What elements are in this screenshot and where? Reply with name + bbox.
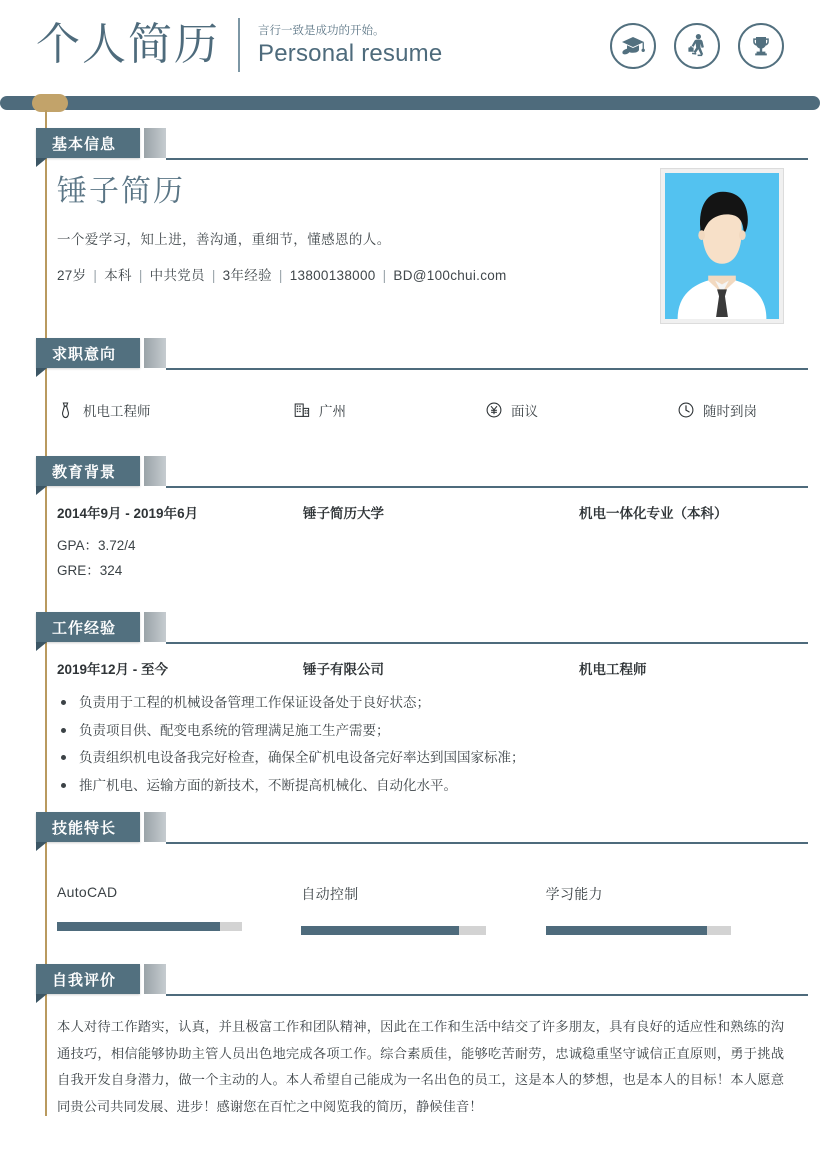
section-tab-label: 工作经验 xyxy=(52,619,117,637)
intent-item-availability xyxy=(677,400,757,420)
header-slogan: 言行一致是成功的开始。 xyxy=(258,24,385,37)
section-tab-work xyxy=(36,612,140,642)
necktie-icon xyxy=(57,402,74,419)
education-detail-line: GRE：324 xyxy=(57,562,123,578)
skill-progress-track xyxy=(546,926,731,935)
section-tab-chip xyxy=(144,456,166,486)
header-title-group xyxy=(36,18,442,72)
page-title-cn: 个人简历 xyxy=(36,20,220,69)
building-icon xyxy=(293,402,310,419)
section-work-experience xyxy=(0,612,820,812)
work-bullet-item: 负责组织机电设备我完好检查，确保全矿机电设备完好率达到国国家标准； xyxy=(57,744,790,772)
page-title-en: Personal resume xyxy=(258,39,443,67)
section-header-work xyxy=(0,612,820,644)
rule-segment-right xyxy=(60,96,820,110)
intent-text: 机电工程师 xyxy=(83,404,151,419)
section-tab-label: 求职意向 xyxy=(52,345,117,363)
skill-name: 学习能力 xyxy=(545,886,603,902)
skill-name: 自动控制 xyxy=(301,886,359,902)
skill-progress-fill xyxy=(301,926,458,935)
meta-separator: | xyxy=(382,268,387,283)
section-tab-intent xyxy=(36,338,140,368)
skill-item xyxy=(301,884,545,935)
meta-separator: | xyxy=(211,268,216,283)
meta-item: BD@100chui.com xyxy=(393,268,507,283)
trophy-icon xyxy=(738,23,784,69)
section-body-skills xyxy=(0,844,820,964)
section-body-summary xyxy=(0,996,820,1136)
section-self-evaluation xyxy=(0,964,820,1136)
section-body-intent xyxy=(0,370,820,466)
section-tab-chip xyxy=(144,128,166,158)
work-bullet-list xyxy=(57,689,790,800)
section-body-education xyxy=(0,488,820,608)
meta-separator: | xyxy=(93,268,98,283)
businessman-walking-icon xyxy=(674,23,720,69)
section-basic-info xyxy=(0,128,820,350)
section-tab-chip xyxy=(144,612,166,642)
self-evaluation-text: 本人对待工作踏实，认真，并且极富工作和团队精神，因此在工作和生活中结交了许多朋友，具有良好的适应性和熟练的沟通技巧，相信能够协助主管人员出色地完成各项工作。综合素质佳，能够吃苦耐劳，忠诚稳重坚守诚信正直原则，勇于挑战自我开发自身潜力，做一个主动的人。本人希望自己能成为一名出色的员工，这是本人的梦想，也是本人的目标！本人愿意同贵公司共同发展、进步！感谢您在百忙之中阅览我的简历，静候佳音！ xyxy=(57,1019,784,1114)
page-header xyxy=(0,0,820,92)
section-header-education xyxy=(0,456,820,488)
section-tab-education xyxy=(36,456,140,486)
header-rule-bar xyxy=(0,92,820,114)
skill-item xyxy=(546,884,790,935)
intent-item-salary xyxy=(485,400,677,420)
meta-separator: | xyxy=(278,268,283,283)
work-position: 机电工程师 xyxy=(579,662,647,677)
section-tab-basic xyxy=(36,128,140,158)
work-company: 锤子有限公司 xyxy=(303,662,384,677)
section-header-summary xyxy=(0,964,820,996)
meta-item: 本科 xyxy=(104,268,132,283)
header-icon-group xyxy=(610,23,784,69)
section-skills xyxy=(0,812,820,964)
education-detail-line: GPA：3.72/4 xyxy=(57,538,136,553)
section-tab-skills xyxy=(36,812,140,842)
intent-text: 面议 xyxy=(511,404,538,419)
section-tab-label: 自我评价 xyxy=(52,971,117,989)
meta-item: 13800138000 xyxy=(289,268,376,283)
section-tab-label: 教育背景 xyxy=(52,463,117,481)
work-bullet-item: 推广机电、运输方面的新技术，不断提高机械化、自动化水平。 xyxy=(57,772,790,800)
graduation-cap-icon xyxy=(610,23,656,69)
yen-circle-icon xyxy=(485,402,502,419)
meta-item: 27岁 xyxy=(57,268,87,283)
work-bullet-item: 负责项目供、配变电系统的管理满足施工生产需要； xyxy=(57,717,790,745)
avatar xyxy=(660,168,784,324)
candidate-tagline: 一个爱学习，知上进，善沟通，重细节，懂感恩的人。 xyxy=(57,232,391,247)
skill-list xyxy=(57,858,790,935)
education-school: 锤子简历大学 xyxy=(303,506,384,521)
section-tab-chip xyxy=(144,964,166,994)
skill-name: AutoCAD xyxy=(57,884,118,900)
avatar-photo xyxy=(665,173,779,319)
skill-progress-fill xyxy=(546,926,707,935)
skill-progress-track xyxy=(57,922,242,931)
section-tab-chip xyxy=(144,338,166,368)
education-details xyxy=(57,534,790,584)
section-tab-chip xyxy=(144,812,166,842)
section-education xyxy=(0,456,820,608)
section-tab-summary xyxy=(36,964,140,994)
section-body-work xyxy=(0,644,820,812)
section-header-intent xyxy=(0,338,820,370)
clock-icon xyxy=(677,402,694,419)
section-body-basic xyxy=(0,160,820,350)
intent-text: 广州 xyxy=(319,404,346,419)
section-tab-label: 技能特长 xyxy=(52,819,117,837)
meta-item: 中共党员 xyxy=(149,268,205,283)
skill-progress-track xyxy=(301,926,486,935)
meta-item: 3年经验 xyxy=(222,268,272,283)
header-subtitle-group xyxy=(240,23,442,68)
section-job-intent xyxy=(0,338,820,466)
rule-gold-pill xyxy=(32,94,68,112)
meta-separator: | xyxy=(138,268,143,283)
work-bullet-item: 负责用于工程的机械设备管理工作保证设备处于良好状态； xyxy=(57,689,790,717)
section-header-skills xyxy=(0,812,820,844)
candidate-name: 锤子简历 xyxy=(57,175,185,208)
education-major: 机电一体化专业（本科） xyxy=(579,506,728,521)
intent-item-location xyxy=(293,400,485,420)
intent-item-position xyxy=(57,400,293,420)
intent-row xyxy=(57,384,790,420)
education-period: 2014年9月 - 2019年6月 xyxy=(57,506,199,521)
skill-progress-fill xyxy=(57,922,220,931)
section-tab-label: 基本信息 xyxy=(52,135,117,153)
section-header-basic xyxy=(0,128,820,160)
skill-item xyxy=(57,884,301,935)
work-entry-header xyxy=(57,658,790,678)
intent-text: 随时到岗 xyxy=(703,404,757,419)
work-period: 2019年12月 - 至今 xyxy=(57,662,169,677)
education-entry-header xyxy=(57,502,790,522)
